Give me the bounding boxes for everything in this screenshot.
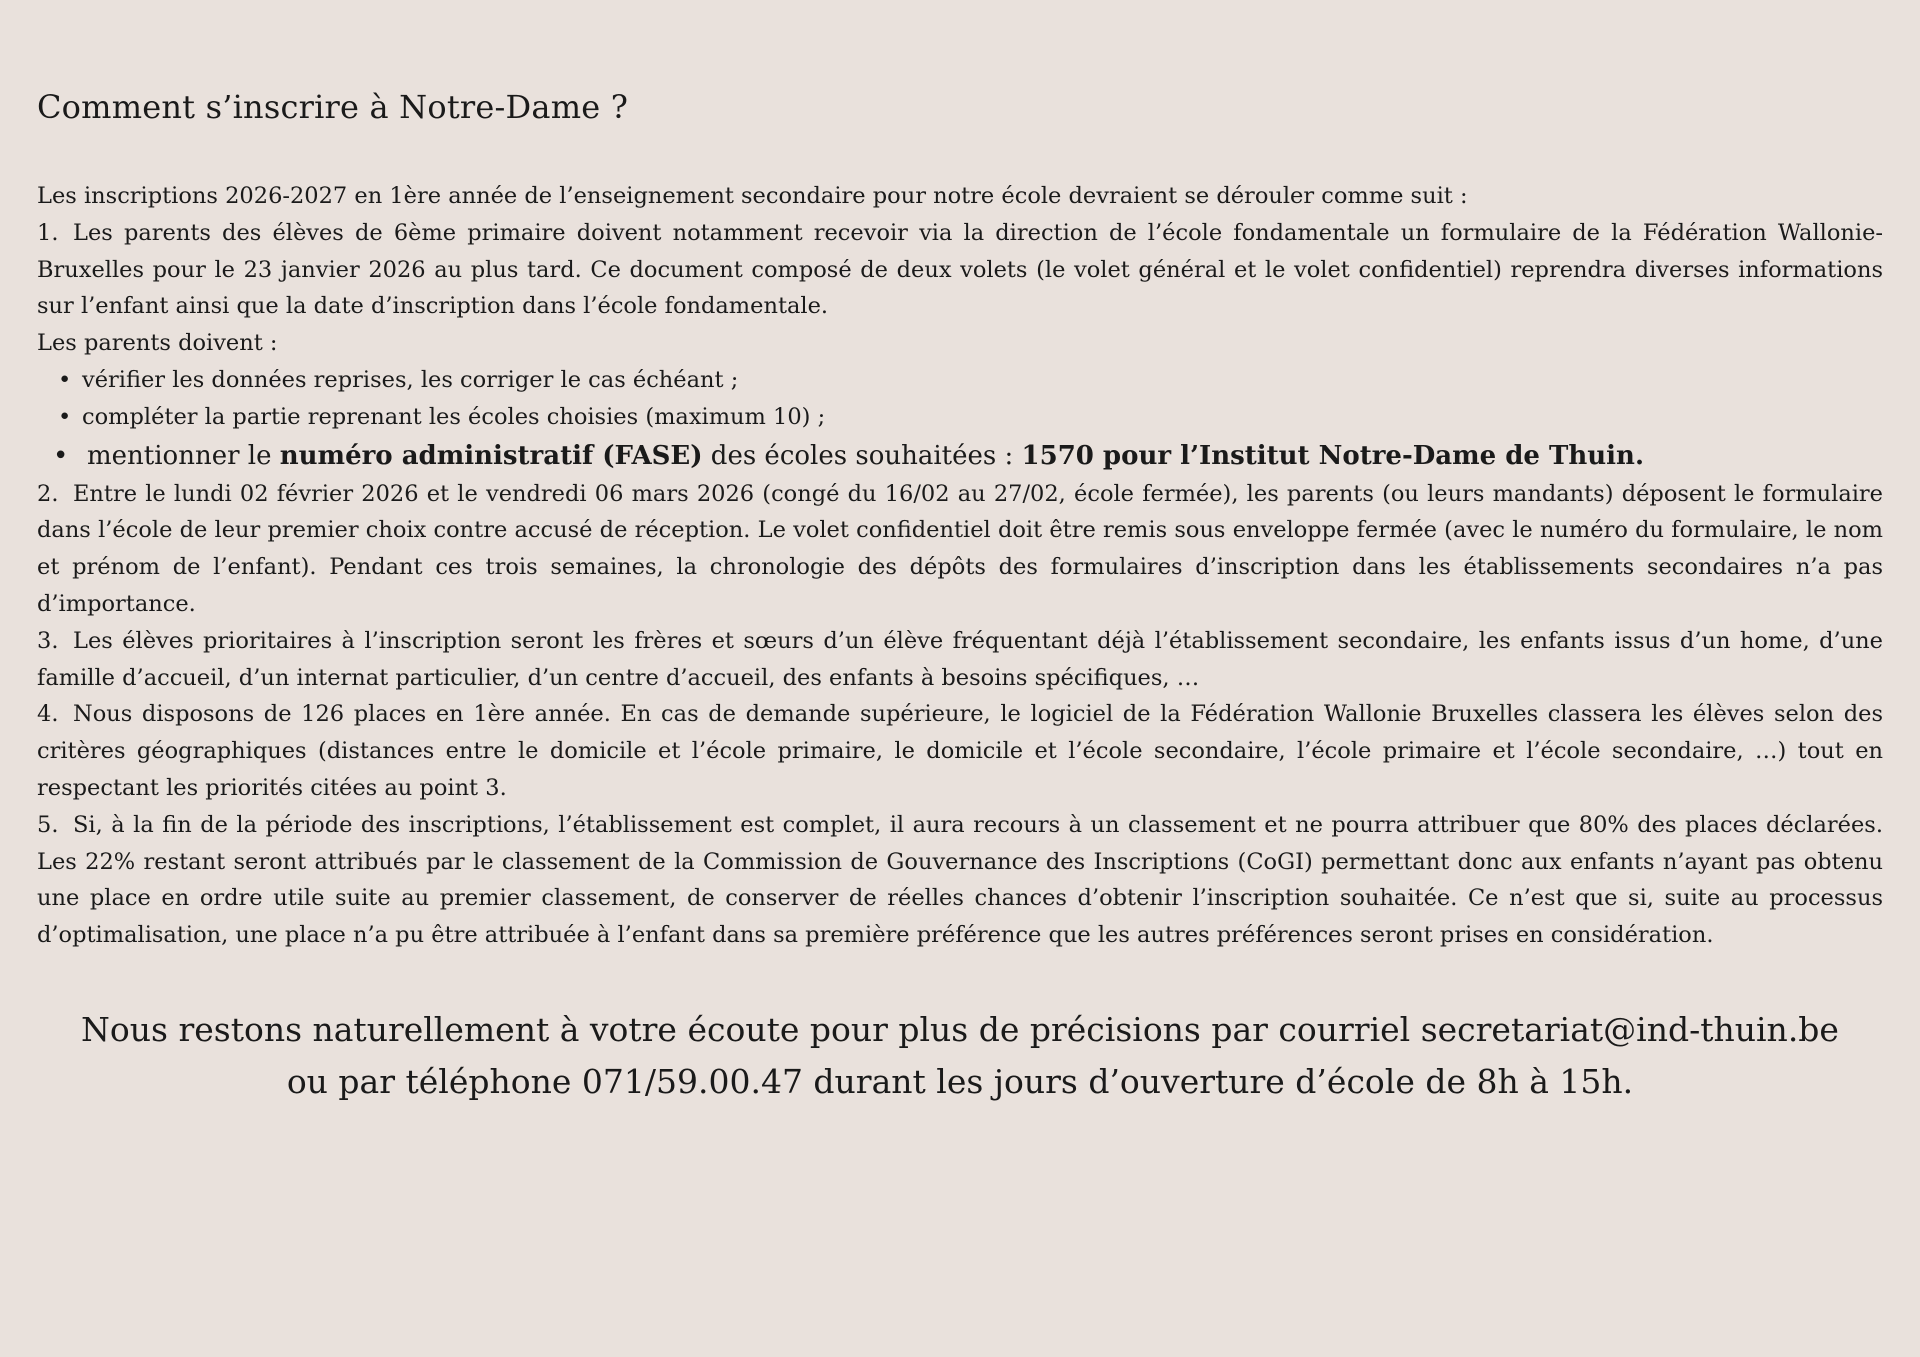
item-number: 4. xyxy=(37,701,59,728)
body-text xyxy=(37,178,1883,954)
bullet-item-fase xyxy=(82,436,1883,476)
item-number: 2. xyxy=(37,480,59,507)
list-item-2 xyxy=(37,476,1883,623)
list-item-1 xyxy=(37,215,1883,325)
item-number: 5. xyxy=(37,811,59,838)
item-text: Les parents des élèves de 6ème primaire doivent notamment recevoir via la direction de l’école fondamentale un formulaire de la Fédération Wallonie-Bruxelles pour le 23 janvier 2026 au plus tard. Ce document composé de deux volets (le volet général et le volet confidentiel) reprendra diverses informations sur l’enfant ainsi que la date d’inscription dans l’école fondamentale. xyxy=(37,219,1883,320)
item-text: Si, à la fin de la période des inscriptions, l’établissement est complet, il aura recours à un classement et ne pourra attribuer que 80% des places déclarées. Les 22% restant seront attribués par le classement de la Commission de Gouvernance des Inscriptions (CoGI) permettant donc aux enfants n’ayant pas obtenu une place en ordre utile suite au premier classement, de conserver de réelles chances d’obtenir l’inscription souhaitée. Ce n’est que si, suite au processus d’optimalisation, une place n’a pu être attribuée à l’enfant dans sa première préférence que les autres préférences seront prises en considération. xyxy=(37,811,1883,949)
intro-paragraph: Les inscriptions 2026-2027 en 1ère année de l’enseignement secondaire pour notre école devraient se dérouler comme suit : xyxy=(37,183,1468,209)
bullet-text: mentionner le xyxy=(87,440,280,471)
bullet-list xyxy=(37,362,1883,476)
page-title: Comment s’inscrire à Notre-Dame ? xyxy=(37,88,629,126)
list-item-5 xyxy=(37,807,1883,954)
list-item-4 xyxy=(37,696,1883,806)
item-text: Entre le lundi 02 février 2026 et le vendredi 06 mars 2026 (congé du 16/02 au 27/02, école fermée), les parents (ou leurs mandants) déposent le formulaire dans l’école de leur premier choix contre accusé de réception. Le volet confidentiel doit être remis sous enveloppe fermée (avec le numéro du formulaire, le nom et prénom de l’enfant). Pendant ces trois semaines, la chronologie des dépôts des formulaires d’inscription dans les établissements secondaires n’a pas d’importance. xyxy=(37,480,1883,617)
list-item-3 xyxy=(37,623,1883,697)
bullet-text: des écoles souhaitées : xyxy=(702,440,1022,471)
item-text: Nous disposons de 126 places en 1ère année. En cas de demande supérieure, le logiciel de la Fédération Wallonie Bruxelles classera les élèves selon des critères géographiques (distances entre le domicile et l’école primaire, le domicile et l’école secondaire, l’école primaire et l’école secondaire, …) tout en respectant les priorités citées au point 3. xyxy=(37,701,1883,801)
contact-paragraph: Nous restons naturellement à votre écoute pour plus de précisions par courriel secretariat@ind-thuin.be ou par téléphone 071/59.00.47 durant les jours d’ouverture d’école de 8h à 15h. xyxy=(81,1009,1839,1101)
parents-doivent: Les parents doivent : xyxy=(37,330,278,357)
bullet-item: • vérifier les données reprises, les corriger le cas échéant ; xyxy=(82,362,1883,399)
fase-label: numéro administratif (FASE) xyxy=(279,440,703,471)
item-text: Les élèves prioritaires à l’inscription seront les frères et sœurs d’un élève fréquentant déjà l’établissement secondaire, les enfants issus d’un home, d’une famille d’accueil, d’un internat particulier, d’un centre d’accueil, des enfants à besoins spécifiques, … xyxy=(37,627,1883,691)
item-number: 3. xyxy=(37,627,59,654)
fase-number: 1570 pour l’Institut Notre-Dame de Thuin. xyxy=(1021,440,1645,471)
bullet-item: • compléter la partie reprenant les écoles choisies (maximum 10) ; xyxy=(82,399,1883,436)
item-number: 1. xyxy=(37,219,59,246)
